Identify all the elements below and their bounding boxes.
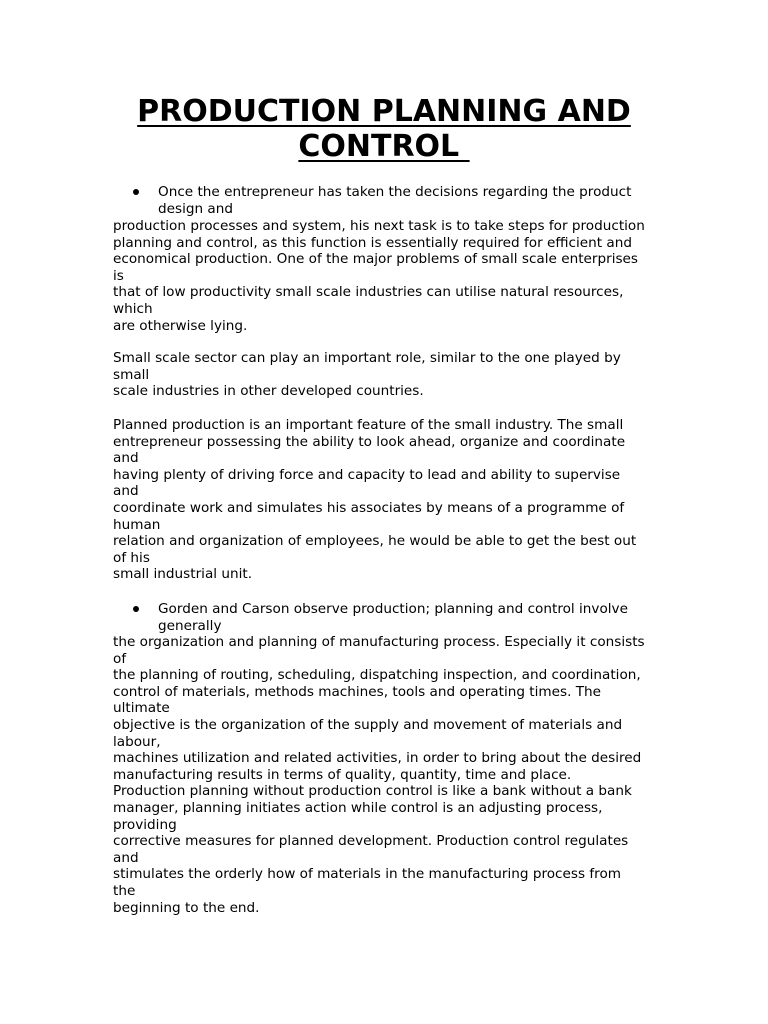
paragraph-1: production processes and system, his next task is to take steps for production planning and control, as this function is essentially required for efficient and economical production. One of the major problems of small scale enterprises is that of low productivity small scale industries can utilise natural resources, which are otherwise lying. [113,218,645,334]
document-title-line-1: PRODUCTION PLANNING AND [137,94,631,129]
paragraph-2: Small scale sector can play an important role, similar to the one played by small scale industries in other developed countries. [113,350,621,400]
bullet-item-1: Once the entrepreneur has taken the decisions regarding the product design and [158,184,632,217]
document-title-line-2: CONTROL [298,129,470,164]
paragraph-4: the organization and planning of manufacturing process. Especially it consists of the planning of routing, scheduling, dispatching inspection, and coordination, control of materials, methods machines, tools and operating times. The ultimate objective is the organization of the supply and movement of materials and labour, machines utilization and related activities, in order to bring about the desired manufacturing results in terms of quality, quantity, time and place. Production planning without production control is like a bank without a bank manager, planning initiates action while control is an adjusting process, providing corrective measures for planned development. Production control regulates and stimulates the orderly how of materials in the manufacturing process from the beginning to the end. [113,634,645,916]
paragraph-3: Planned production is an important feature of the small industry. The small entrepreneur possessing the ability to look ahead, organize and coordinate and having plenty of driving force and capacity to lead and ability to supervise and coordinate work and simulates his associates by means of a programme of human relation and organization of employees, he would be able to get the best out of his small industrial unit. [113,417,637,583]
bullet-item-2: Gorden and Carson observe production; planning and control involve generally [158,601,628,634]
bullet-dot-icon [133,189,139,195]
bullet-dot-icon [133,606,139,612]
